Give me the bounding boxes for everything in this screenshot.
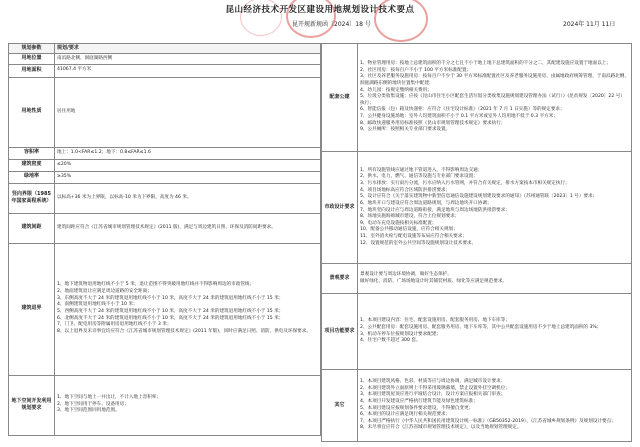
list-item: 3、地下空间范围同用地范围。	[57, 408, 120, 414]
column-header-requirement: 规划/要求	[55, 44, 321, 54]
table-row	[9, 243, 321, 375]
row-label: 市政设计要求	[322, 152, 358, 264]
list-item: 3、东侧高度不大于 24 米的建筑退用地红线不小于 10 米，高度不大于 24 米的建筑退用地红线不小于 15 米；	[57, 295, 284, 301]
table-row	[9, 64, 321, 77]
row-value: ≤20%	[55, 159, 321, 171]
row-value: 居住用地	[55, 77, 321, 147]
row-label: 项目功能要求	[322, 294, 358, 370]
document-title: 昆山经济技术开发区建设用地规划设计技术要点	[225, 5, 415, 15]
list-item: 7、门卫、配电用房等附属用房退用地红线不小于 3 米；	[57, 322, 172, 328]
list-item: 7、公共健身设施场地：室外人均建筑面积不小于 0.1 平方米或室外人均用地不低于 0.3 平方米；	[360, 114, 558, 120]
table-row	[9, 171, 321, 183]
list-item: 10、配备公共移动通信设施，应符合相关规划；	[360, 227, 458, 233]
list-item: 5、垃圾分类收集设施：应按《昆山市住宅小区配套生活垃圾分类收集设施规划建设管理办法（试行）》(昆贫规发〔2020〕22 号）执行；	[360, 94, 625, 106]
table-row	[322, 294, 632, 370]
row-value	[358, 152, 632, 264]
table-row	[9, 77, 321, 147]
list-item: 景观设计要与周边环境协调，做好生态保护。	[360, 271, 452, 277]
list-item: 6、本项目的设计应满足现行相关规范要求；	[360, 412, 451, 418]
right-requirements-table	[321, 43, 632, 442]
row-label: 竖向界限（1985 年国家高程系统）	[9, 183, 55, 213]
left-requirements-table	[8, 43, 321, 436]
list-item: 8、邮政快递服务用房标准按照《昆山市规划管理技术规定》要求执行；	[360, 120, 506, 126]
row-label: 建筑退界	[9, 243, 55, 375]
list-item: 4、南侧建筑退用地红线不小于 10 米；	[57, 302, 138, 308]
row-value	[358, 264, 632, 294]
document-number: 昆开规新规函〔2024〕18 号	[292, 21, 371, 28]
row-label: 用地性质	[9, 77, 55, 147]
list-item: 3、社区及养老服务设施用房：按每百户不少于 30 平方米标准配置社区及养老服务设施用房，由属地政府统筹管理，于南浜路北侧、洞庭湖路东侧的地块位置集中配建；	[360, 74, 629, 86]
row-label: 景观要求	[322, 264, 358, 294]
row-value	[55, 243, 321, 375]
list-item: 2、地面建筑退让应满足周边道路的安全距离；	[57, 289, 152, 295]
list-item: 2、本项目建筑外立面原则上不得采用玻璃幕墙，禁止设置外挂空调机位；	[360, 385, 510, 391]
list-item: 2、公共配套用房：配套设施用房、配套服务用房、地下车库等，其中公共配套设施用房不少于地上总建筑面积的 3%；	[360, 324, 602, 330]
list-item: 5、西侧高度不大于 24 米的建筑退用地红线不小于 10 米，高度不大于 24 米的建筑退用地红线不小于 15 米；	[57, 309, 284, 314]
list-item: 2、社区用房：按每百户不小于 100 平方米标准配置；	[360, 67, 472, 73]
table-row	[9, 213, 321, 243]
list-item: 5、本项目建设应按规划条件要求建设，不得擅自变更；	[360, 405, 474, 411]
list-item: 7、本项目严格执行《中华人民共和国民用建筑设计统一标准》（GB50352-2019）、《江苏省城乡规划条例》及规划设计要点；	[360, 418, 616, 424]
row-label: 建筑密度	[9, 159, 55, 171]
list-item: 9、公共厕所：按照相关专业部门要求设置。	[360, 127, 451, 133]
table-row	[9, 54, 321, 64]
row-label: 其它	[322, 370, 358, 442]
table-row	[9, 159, 321, 171]
row-value	[358, 294, 632, 370]
list-item: 5、设计应符合《关于落实建筑物中新型信息通信设施建设规划建设要求的通知》（苏州通管联〔2023〕1 号）要求；	[360, 194, 598, 200]
list-item: 1、地下空间与地上一并出让，不计入地上容积率；	[57, 395, 161, 401]
list-item: 4、项目场地标高应符合区域防洪排涝要求；	[360, 187, 451, 193]
row-value: ≥35%	[55, 171, 321, 183]
row-label: 用地位置	[9, 54, 55, 64]
list-item: 1、所有设施管线应通过地下管道进入，不得影响周边交通；	[360, 167, 483, 173]
list-item: 4、本项目开发建设应严格执行建筑节能及绿色建筑标准；	[360, 398, 478, 404]
list-item: 4、幼儿园：按规定缴纳相关费用；	[360, 87, 432, 93]
row-label: 配套公建	[322, 44, 358, 152]
row-label: 绿地率	[9, 171, 55, 183]
table-row	[322, 370, 632, 442]
table-row	[322, 44, 632, 152]
list-item: 4、住宅户数不超过 300 套。	[360, 338, 421, 344]
table-row	[322, 264, 632, 294]
row-value	[358, 44, 632, 152]
list-item: 7、地块竖向设计应与周边道路衔接，满足地块与周边场地防洪排涝要求；	[360, 207, 510, 213]
row-label: 建筑间距	[9, 213, 55, 243]
row-value: 建筑间距应符合《江苏省城市规划管理技术规定》(2011 版)，满足与周边建筑日照、环保及消防间距要求。	[55, 213, 321, 243]
row-label: 用地面积	[9, 64, 55, 77]
table-row	[9, 147, 321, 159]
list-item: 9、电动车充电设施按相关标准配置；	[360, 220, 437, 226]
list-item: 6、智能信报（包）箱及快递柜：应符合《住宅设计标准》（2021 年 7 月 1 日实施）等的规定要求；	[360, 107, 565, 113]
list-item: 12、设置规范的室外公共空间等设施规划设计技术要求。	[360, 240, 477, 246]
list-item: 做好绿化、消防、广场场地设计时其铺装材质、绿化等应满足规范要求。	[360, 278, 508, 284]
list-item: 8、未尽事宜应符合《江苏省城市规划管理技术规定》，以及当地规划管理规定。	[360, 425, 522, 431]
row-value	[358, 370, 632, 442]
row-value: 地上：1.0<FAR≤1.2；地下：0.8≤FAR≤1.6	[55, 147, 321, 159]
table-row	[322, 152, 632, 264]
row-value: 41067.4 平方米	[55, 64, 321, 77]
list-item: 1、物业管理用房：按地上总建筑面积的千分之七且不小于地上地下总建筑面积的千分之二，其配建设施应设置于地面以上；	[360, 60, 611, 66]
document-date: 2024年 11月 11日	[563, 21, 616, 28]
list-item: 6、地块开口与建设应符合周边道路规划，与周边地块开口协调；	[360, 200, 492, 206]
list-item: 3、机动车停车位按规划设计要求配建；	[360, 331, 442, 337]
list-item: 3、本项目建筑屋顶应进行平坡结合设计，设计方案应报相关部门审查；	[360, 392, 506, 398]
row-label: 容积率	[9, 147, 55, 159]
list-item: 8、以上退界及未详事宜均应符合《江苏省城市规划管理技术规定》(2011 年版)，同时应满足日照、消防、供电及环保要求。	[57, 328, 311, 334]
list-item: 11、室外消火栓与配电设施等布局应符合相关要求；	[360, 234, 467, 240]
row-value: 南浜路北侧、洞庭湖路西侧	[55, 54, 321, 64]
table-row	[9, 375, 321, 435]
list-item: 1、本项目建设内容：住宅、配套设施用房、配套服务用房、地下车库等；	[360, 318, 510, 324]
row-value	[55, 375, 321, 435]
list-item: 1、地下建筑物退用地红线不小于 5 米，退让范围不得突破用地红线并不得影响周边的市政管线；	[57, 282, 255, 288]
row-label: 地下空间开发利用规划要求	[9, 375, 55, 435]
list-item: 2、地下空间用于停车、设备用房；	[57, 401, 129, 407]
list-item: 1、本项目建筑风格、色彩、材质等应与周边协调，满足城市设计要求；	[360, 378, 506, 384]
row-value: 以标高+36 米为上界限，以标高-10 米为下界限，高度为 46 米。	[55, 183, 321, 213]
column-header-param: 规划参数	[9, 44, 55, 54]
table-row	[9, 183, 321, 213]
list-item: 8、场地实施海绵城市建设，符合上位规划要求；	[360, 214, 460, 220]
list-item: 2、供水、电力、燃气、通信等设施与专业部门要求设置；	[360, 174, 478, 180]
list-item: 3、污水排放：实行雨污分流，污水应纳入污水管网，并符合有关规定，排水方案按本市相关规定执行；	[360, 180, 570, 186]
list-item: 6、北侧高度不大于 24 米的建筑退用地红线不小于 10 米，高度不大于 24 米的建筑退用地红线不小于 15 米；	[57, 315, 284, 321]
